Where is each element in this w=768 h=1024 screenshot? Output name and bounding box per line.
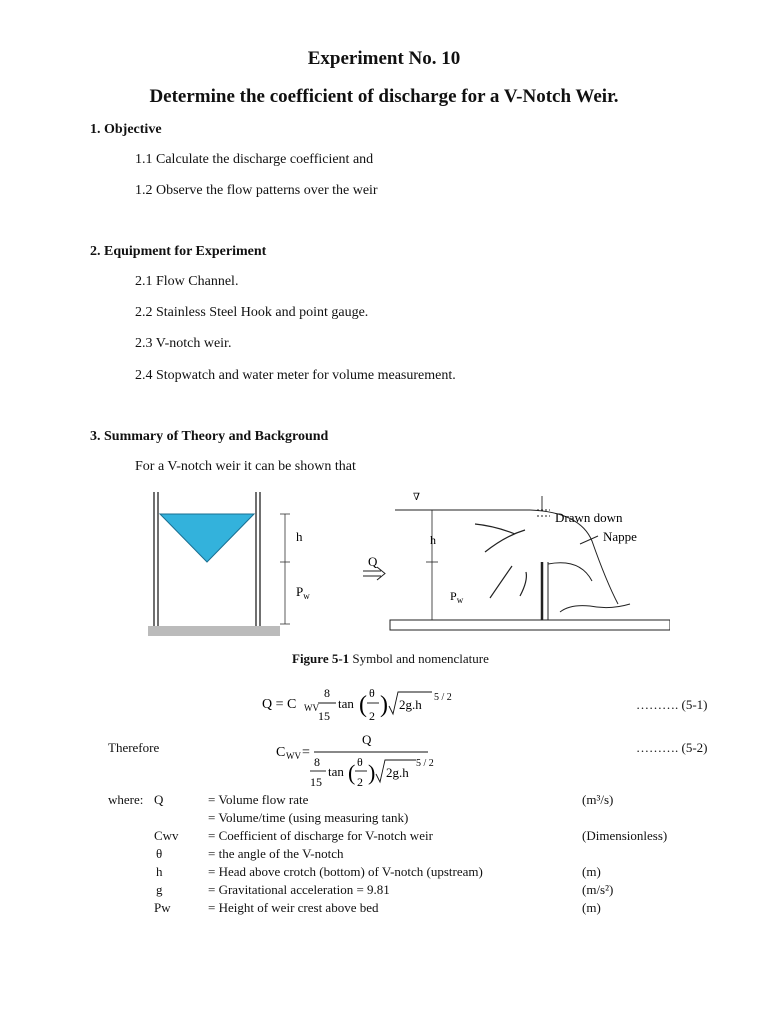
- svg-text:θ: θ: [369, 686, 375, 700]
- svg-text:5 / 2: 5 / 2: [434, 692, 452, 703]
- svg-text:2g.h: 2g.h: [399, 697, 422, 712]
- svg-text:=: =: [302, 745, 310, 760]
- svg-text:8: 8: [324, 686, 330, 700]
- figure-caption-text: Symbol and nomenclature: [349, 651, 489, 666]
- unit-g: (m/s²): [582, 882, 614, 897]
- svg-text:5 / 2: 5 / 2: [416, 758, 434, 769]
- channel-bed: [390, 620, 670, 630]
- theory-intro: For a V-notch weir it can be shown that: [135, 459, 356, 474]
- flow-arrow-icon: [377, 567, 385, 580]
- list-item: 2.2 Stainless Steel Hook and point gauge.: [135, 305, 369, 320]
- v-notch-water: [160, 514, 254, 562]
- svg-text:(: (: [348, 760, 356, 785]
- description-h: = Head above crotch (bottom) of V-notch (upstream): [208, 864, 483, 879]
- drawn-down-label: Drawn down: [555, 510, 623, 525]
- unit-pw: (m): [582, 900, 601, 915]
- svg-text:): ): [368, 760, 376, 785]
- symbol-pw: Pw: [154, 900, 171, 915]
- q-label: Q: [368, 554, 378, 569]
- description-pw: = Height of weir crest above bed: [208, 900, 379, 915]
- unit-h: (m): [582, 864, 601, 879]
- svg-text:(: (: [359, 692, 367, 718]
- svg-text:2: 2: [357, 775, 363, 789]
- equation-ref-5-1: ………. (5-1): [636, 697, 708, 712]
- symbol-h: h: [156, 864, 163, 879]
- water-surface-icon: ∇: [413, 492, 420, 503]
- svg-text:15: 15: [318, 709, 330, 723]
- svg-text:Q: Q: [362, 732, 372, 747]
- page-subtitle: Determine the coefficient of discharge for a V-Notch Weir.: [149, 86, 619, 107]
- list-item: 2.4 Stopwatch and water meter for volume measurement.: [135, 368, 456, 383]
- description-g: = Gravitational acceleration = 9.81: [208, 882, 390, 897]
- svg-text:tan: tan: [328, 764, 344, 779]
- unit-cwv: (Dimensionless): [582, 828, 668, 843]
- svg-text:2: 2: [369, 709, 375, 723]
- left-h-label: h: [296, 529, 303, 544]
- list-item: 2.1 Flow Channel.: [135, 274, 239, 289]
- svg-text:WV: WV: [286, 751, 301, 761]
- symbol-q: Q: [154, 792, 164, 807]
- description-theta: = the angle of the V-notch: [208, 846, 344, 861]
- svg-text:C: C: [276, 745, 286, 760]
- symbol-cwv: Cwv: [154, 828, 179, 843]
- page-title: Experiment No. 10: [307, 48, 461, 69]
- svg-text:8: 8: [314, 755, 320, 769]
- symbol-theta: θ: [156, 846, 163, 861]
- section-heading-equipment: 2. Equipment for Experiment: [90, 244, 267, 259]
- section-heading-objective: 1. Objective: [90, 122, 162, 137]
- equation-5-2: [276, 728, 436, 794]
- svg-text:Q = C: Q = C: [262, 697, 297, 712]
- equation-ref-5-2: ………. (5-2): [636, 740, 708, 755]
- right-pw-label: $P_w$: [450, 589, 464, 605]
- section-heading-theory: 3. Summary of Theory and Background: [90, 429, 329, 444]
- ground-base: [148, 626, 280, 636]
- svg-text:15: 15: [310, 775, 322, 789]
- description-q: = Volume flow rate: [208, 792, 309, 807]
- unit-q: (m³/s): [582, 792, 614, 807]
- right-h-label: h: [430, 533, 436, 547]
- description-q-alt: = Volume/time (using measuring tank): [208, 810, 409, 825]
- description-cwv: = Coefficient of discharge for V-notch weir: [208, 828, 433, 843]
- list-item: 1.2 Observe the flow patterns over the weir: [135, 183, 378, 198]
- v-notch-weir-figure: [140, 486, 670, 636]
- list-item: 1.1 Calculate the discharge coefficient and: [135, 152, 374, 167]
- svg-text:WV: WV: [304, 703, 319, 713]
- figure-caption-number: Figure 5-1: [292, 651, 350, 666]
- svg-text:θ: θ: [357, 755, 363, 769]
- equation-5-1: [262, 684, 462, 728]
- svg-text:2g.h: 2g.h: [386, 765, 409, 780]
- svg-text:tan: tan: [338, 696, 354, 711]
- list-item: 2.3 V-notch weir.: [135, 336, 232, 351]
- svg-text:): ): [380, 692, 388, 718]
- where-label: where:: [108, 792, 144, 807]
- symbol-g: g: [156, 882, 163, 897]
- left-pw-label: $P_w$: [296, 584, 310, 601]
- figure-caption: [292, 651, 489, 667]
- nappe-label: Nappe: [603, 529, 637, 544]
- therefore-label: Therefore: [108, 740, 160, 755]
